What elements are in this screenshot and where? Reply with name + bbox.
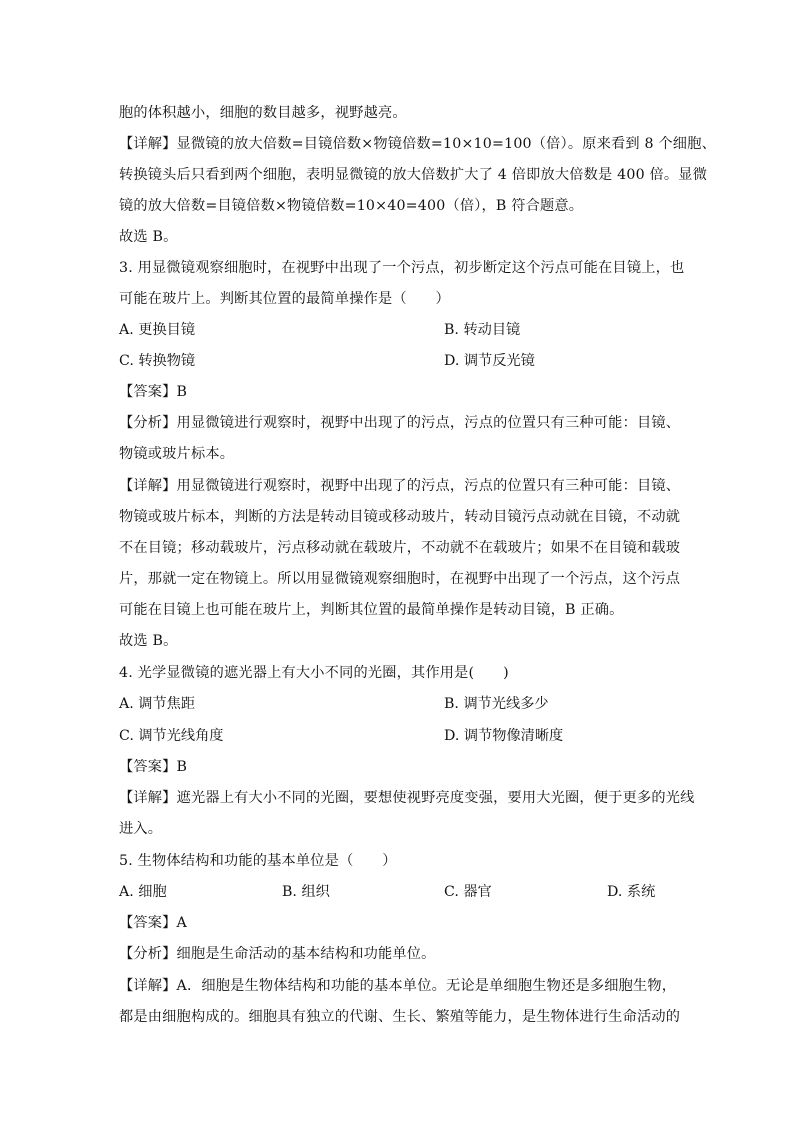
q4-option-c: C. 调节光线角度 — [119, 728, 224, 744]
answer-line: 【答案】A — [119, 915, 187, 931]
text-line: 【详解】显微镜的放大倍数=目镜倍数×物镜倍数=10×10=100（倍）。原来看到 8 个细胞、 — [119, 136, 716, 152]
q4-option-d: D. 调节物像清晰度 — [444, 728, 564, 744]
explanation-line: 进入。 — [119, 821, 163, 837]
explanation-line: 片，那就一定在物镜上。所以用显微镜观察细胞时，在视野中出现了一个污点，这个污点 — [119, 571, 681, 587]
answer-line: 【答案】B — [119, 384, 188, 400]
explanation-line: 【详解】用显微镜进行观察时，视野中出现了的污点，污点的位置只有三种可能：目镜、 — [119, 478, 681, 494]
analysis-line: 物镜或玻片标本。 — [119, 446, 235, 462]
q4-option-b: B. 调节光线多少 — [444, 696, 549, 712]
question-5-stem: 5. 生物体结构和功能的基本单位是（ ） — [119, 853, 397, 869]
q5-option-b: B. 组织 — [282, 884, 330, 900]
text-line: 故选 B。 — [119, 633, 178, 649]
q3-option-b: B. 转动目镜 — [444, 322, 521, 338]
text-line: 镜的放大倍数=目镜倍数×物镜倍数=10×40=400（倍），B 符合题意。 — [119, 198, 584, 214]
question-4-stem: 4. 光学显微镜的遮光器上有大小不同的光圈，其作用是( ) — [119, 665, 509, 681]
text-line: 胞的体积越小，细胞的数目越多，视野越亮。 — [119, 105, 407, 121]
explanation-line: 都是由细胞构成的。细胞具有独立的代谢、生长、繁殖等能力，是生物体进行生命活动的 — [119, 1009, 681, 1025]
question-3-stem: 可能在玻片上。判断其位置的最简单操作是（ ） — [119, 291, 450, 307]
explanation-line: 物镜或玻片标本，判断的方法是转动目镜或移动玻片，转动目镜污点动就在目镜，不动就 — [119, 509, 681, 525]
analysis-line: 【分析】用显微镜进行观察时，视野中出现了的污点，污点的位置只有三种可能：目镜、 — [119, 415, 681, 431]
q5-option-c: C. 器官 — [444, 884, 492, 900]
q5-option-a: A. 细胞 — [119, 884, 167, 900]
text-line: 转换镜头后只看到两个细胞，表明显微镜的放大倍数扩大了 4 倍即放大倍数是 400 倍。显微 — [119, 167, 708, 183]
explanation-line: 【详解】A．细胞是生物体结构和功能的基本单位。无论是单细胞生物还是多细胞生物， — [119, 978, 677, 994]
analysis-line: 【分析】细胞是生命活动的基本结构和功能单位。 — [119, 946, 436, 962]
text-line: 故选 B。 — [119, 229, 178, 245]
question-3-stem: 3. 用显微镜观察细胞时，在视野中出现了一个污点，初步断定这个污点可能在目镜上，也 — [119, 260, 685, 276]
q3-option-d: D. 调节反光镜 — [444, 353, 535, 369]
answer-line: 【答案】B — [119, 759, 188, 775]
explanation-line: 【详解】遮光器上有大小不同的光圈，要想使视野亮度变强，要用大光圈，便于更多的光线 — [119, 790, 695, 806]
explanation-line: 不在目镜；移动载玻片，污点移动就在载玻片，不动就不在载玻片；如果不在目镜和载玻 — [119, 540, 681, 556]
q3-option-a: A. 更换目镜 — [119, 322, 196, 338]
q5-option-d: D. 系统 — [607, 884, 656, 900]
q4-option-a: A. 调节焦距 — [119, 696, 196, 712]
explanation-line: 可能在目镜上也可能在玻片上，判断其位置的最简单操作是转动目镜，B 正确。 — [119, 602, 624, 618]
q3-option-c: C. 转换物镜 — [119, 353, 196, 369]
